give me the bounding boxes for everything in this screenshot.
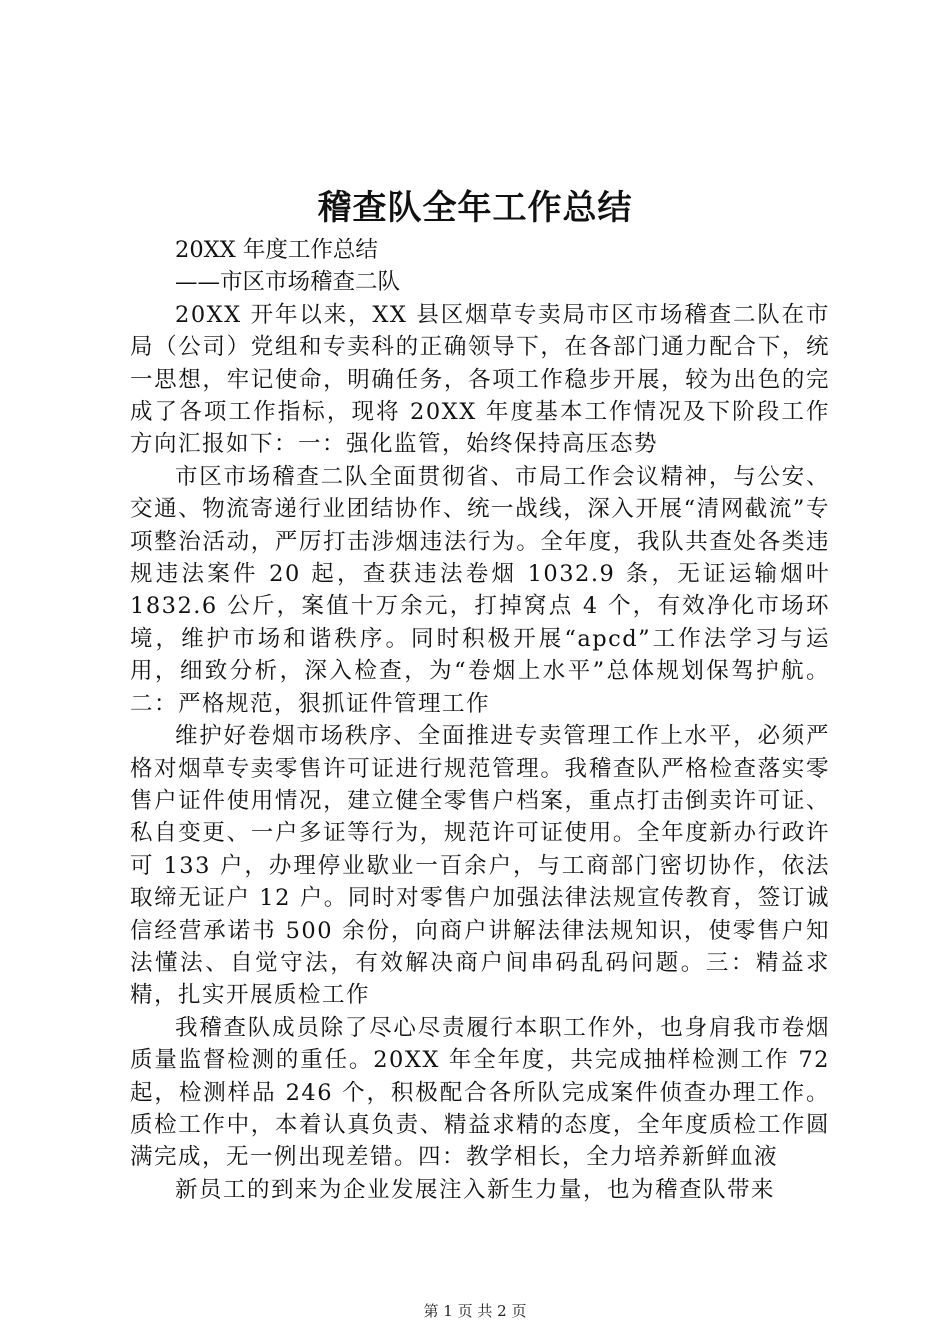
page-footer: 第 1 页 共 2 页	[423, 1302, 527, 1320]
paragraph-supervision: 市区市场稽查二队全面贯彻省、市局工作会议精神，与公安、交通、物流寄递行业团结协作、统一战线，深入开展“清网截流”专项整治活动，严厉打击涉烟违法行为。全年度，我队共查处各类违规违法案件 20 起，查获违法卷烟 1032.9 条，无证运输烟叶 1832.6 公斤，案值十万余元，打掉窝点 4 个，有效净化市场环境，维护市场和谐秩序。同时积极开展“apcd”工作法学习与运用，细致分析，深入检查，为“卷烟上水平”总体规划保驾护航。二：严格规范，狠抓证件管理工作	[130, 463, 830, 717]
document-body	[130, 234, 830, 1206]
subtitle-year-line: 20XX 年度工作总结	[175, 237, 378, 263]
paragraph-new-staff: 新员工的到来为企业发展注入新生力量，也为稽查队带来	[175, 1176, 776, 1203]
subtitle-team-line: ——市区市场稽查二队	[175, 269, 401, 296]
document-title: 稽查队全年工作总结	[317, 188, 633, 228]
paragraph-license-management: 维护好卷烟市场秩序、全面推进专卖管理工作上水平，必须严格对烟草专卖零售许可证进行规范管理。我稽查队严格检查落实零售户证件使用情况，建立健全零售户档案，重点打击倒卖许可证、私自变更、一户多证等行为，规范许可证使用。全年度新办行政许可 133 户，办理停业歇业一百余户，与工商部门密切协作，依法取缔无证户 12 户。同时对零售户加强法律法规宣传教育，签订诚信经营承诺书 500 余份，向商户讲解法律法规知识，使零售户知法懂法、自觉守法，有效解决商户间串码乱码问题。三：精益求精，扎实开展质检工作	[130, 723, 830, 1009]
paragraph-quality-inspection: 我稽查队成员除了尽心尽责履行本职工作外，也身肩我市卷烟质量监督检测的重任。20XX 年全年度，共完成抽样检测工作 72 起，检测样品 246 个，积极配合各所队完成案件侦查办理工作。质检工作中，本着认真负责、精益求精的态度，全年度质检工作圆满完成，无一例出现差错。四：教学相长，全力培养新鲜血液	[130, 1014, 830, 1171]
paragraph-intro: 20XX 开年以来，XX 县区烟草专卖局市区市场稽查二队在市局（公司）党组和专卖科的正确领导下，在各部门通力配合下，统一思想，牢记使命，明确任务，各项工作稳步开展，较为出色的完成了各项工作指标，现将 20XX 年度基本工作情况及下阶段工作方向汇报如下：一：强化监管，始终保持高压态势	[130, 301, 830, 458]
